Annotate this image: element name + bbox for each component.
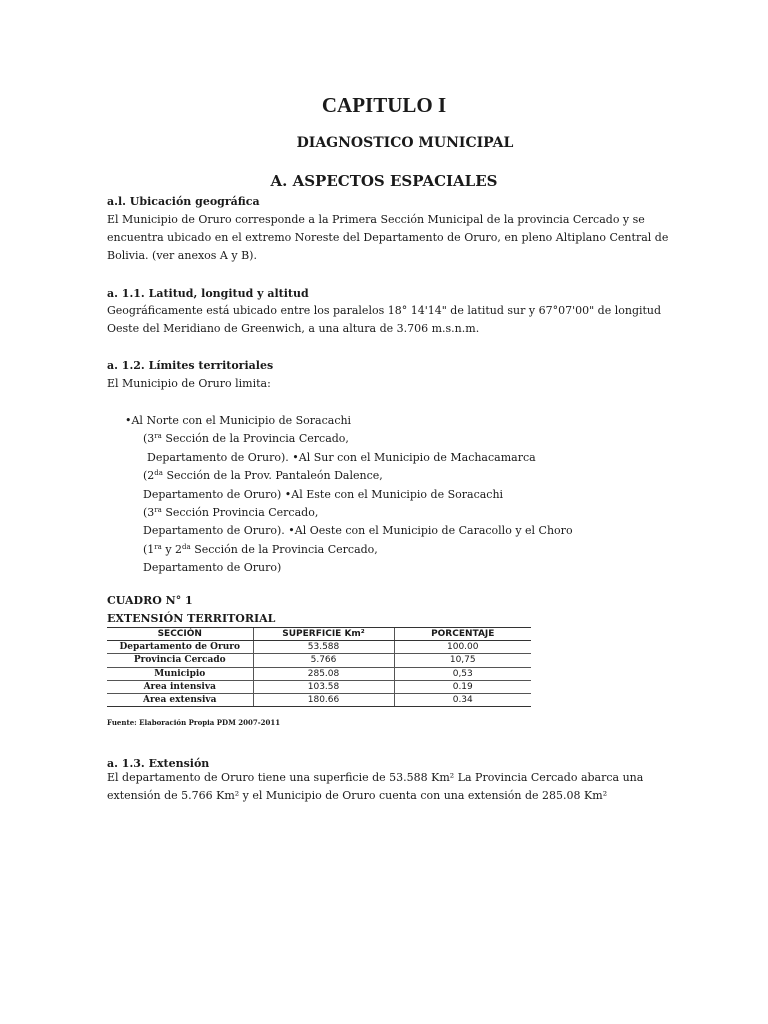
list-item: ($3^{ra}$ Sección Provincia Cercado,: [143, 506, 319, 520]
table-cell: 0,53: [394, 667, 531, 680]
table-cell: 0.19: [394, 680, 531, 693]
cuadro-name: EXTENSIÓN TERRITORIAL: [107, 612, 276, 625]
section-title: A. ASPECTOS ESPACIALES: [270, 172, 498, 190]
table-cell: Provincia Cercado: [107, 654, 253, 667]
chapter-title: CAPITULO I: [321, 93, 447, 117]
table-cell: 10,75: [394, 654, 531, 667]
table-header: PORCENTAJE: [394, 628, 531, 641]
paragraph-line: Oeste del Meridiano de Greenwich, a una altura de 3.706 m.s.n.m.: [107, 322, 480, 335]
list-item: ($2^{da}$ Sección de la Prov. Pantaleón Dalence,: [143, 469, 383, 483]
table-cell: 53.588: [253, 641, 394, 654]
table-cell: 103.58: [253, 680, 394, 693]
table-source: Fuente: Elaboración Propia PDM 2007-2011: [107, 718, 281, 727]
paragraph-ubicacion: [107, 211, 668, 265]
paragraph-line: Geográficamente está ubicado entre los paralelos 18° 14'14" de latitud sur y 67°07'00" de longitud: [107, 304, 662, 317]
paragraph-line: El Municipio de Oruro corresponde a la Primera Sección Municipal de la provincia Cercado y se: [107, 213, 645, 226]
table-cell: 180.66: [253, 693, 394, 706]
paragraph-line: El departamento de Oruro tiene una superficie de 53.588 Km² La Provincia Cercado abarca una: [107, 771, 644, 784]
list-item: Departamento de Oruro) •Al Este con el Municipio de Soracachi: [143, 487, 504, 501]
list-item: Departamento de Oruro). •Al Oeste con el Municipio de Caracollo y el Choro: [143, 524, 573, 538]
chapter-subtitle: DIAGNOSTICO MUNICIPAL: [296, 135, 514, 151]
table-cell: 5.766: [253, 654, 394, 667]
table-row: [107, 641, 531, 654]
heading-limites: a. 1.2. Límites territoriales: [107, 359, 274, 372]
table-cell: Departamento de Oruro: [107, 641, 253, 654]
paragraph-line: encuentra ubicado en el extremo Noreste del Departamento de Oruro, en pleno Altiplano Central de: [107, 231, 669, 244]
table-row: [107, 667, 531, 680]
paragraph-extension: [107, 769, 643, 805]
limites-list: [125, 412, 573, 578]
heading-latitud: a. 1.1. Latitud, longitud y altitud: [107, 287, 309, 300]
table-cell: Area extensiva: [107, 693, 253, 706]
paragraph-line: Bolivia. (ver anexos A y B).: [107, 249, 257, 262]
table-header: SECCIÓN: [107, 628, 253, 641]
paragraph-latitud: [107, 302, 661, 338]
table-header-row: [107, 628, 531, 641]
table-row: [107, 654, 531, 667]
table-cell: 100.00: [394, 641, 531, 654]
cuadro-number: CUADRO N° 1: [107, 594, 193, 607]
limites-intro: El Municipio de Oruro limita:: [107, 377, 271, 390]
table-row: [107, 680, 531, 693]
table-cell: Area intensiva: [107, 680, 253, 693]
table-header: SUPERFICIE Km²: [253, 628, 394, 641]
list-item: ($3^{ra}$ Sección de la Provincia Cercado,: [143, 432, 349, 446]
table-cell: 0.34: [394, 693, 531, 706]
list-item: Departamento de Oruro): [143, 561, 282, 575]
table-row: [107, 693, 531, 706]
list-item: ($1^{ra}$ y $2^{da}$ Sección de la Provincia Cercado,: [143, 542, 378, 556]
table-cell: 285.08: [253, 667, 394, 680]
list-item: Departamento de Oruro). •Al Sur con el Municipio de Machacamarca: [147, 450, 536, 464]
paragraph-line: extensión de 5.766 Km² y el Municipio de Oruro cuenta con una extensión de 285.08 Km²: [107, 789, 608, 802]
list-item: •Al Norte con el Municipio de Soracachi: [125, 414, 352, 427]
table-cell: Municipio: [107, 667, 253, 680]
heading-ubicacion: a.l. Ubicación geográfica: [107, 195, 260, 208]
heading-extension: a. 1.3. Extensión: [107, 757, 210, 770]
extension-table: [107, 627, 531, 707]
